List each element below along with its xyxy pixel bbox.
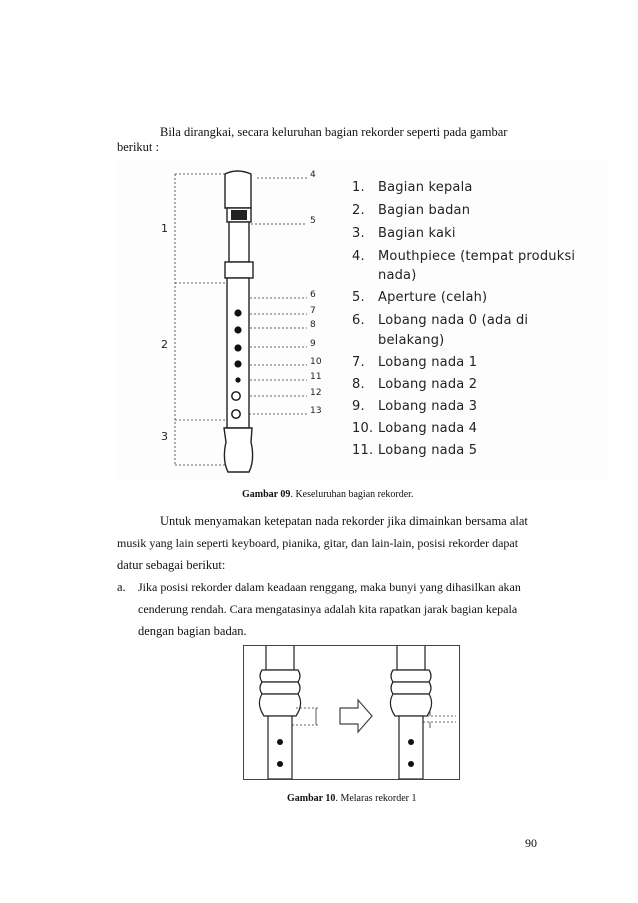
callout-12: 12	[310, 388, 322, 398]
legend-item: 3. Bagian kaki	[352, 226, 456, 241]
list-marker-a: a.	[117, 580, 126, 594]
figure-09-caption: Gambar 09. Keseluruhan bagian rekorder.	[242, 489, 414, 500]
callout-8: 8	[310, 320, 316, 330]
callout-10: 10	[310, 357, 322, 367]
callout-9: 9	[310, 339, 316, 349]
legend-item: 5. Aperture (celah)	[352, 290, 488, 305]
body-line-3: datur sebagai berikut:	[117, 558, 226, 572]
callout-4: 4	[310, 170, 316, 180]
legend-item: 1. Bagian kepala	[352, 180, 473, 195]
legend-item: 7. Lobang nada 1	[352, 355, 478, 370]
page-number: 90	[525, 836, 537, 850]
list-a-line-1: Jika posisi rekorder dalam keadaan renggang, maka bunyi yang dihasilkan akan	[138, 580, 521, 594]
body-line-1: Untuk menyamakan ketepatan nada rekorder jika dimainkan bersama alat	[160, 514, 528, 528]
intro-line-2: berikut :	[117, 140, 160, 154]
body-line-2: musik yang lain seperti keyboard, pianika, gitar, dan lain-lain, posisi rekorder dapat	[117, 536, 519, 550]
list-a-line-3: dengan bagian badan.	[138, 624, 247, 638]
legend-item: nada)	[378, 268, 417, 283]
tuning-diagram	[244, 646, 459, 779]
callout-11: 11	[310, 372, 322, 382]
legend-item: 9. Lobang nada 3	[352, 399, 478, 414]
legend-item: belakang)	[378, 333, 445, 348]
callout-5: 5	[310, 216, 316, 226]
callout-6: 6	[310, 290, 316, 300]
legend-item: 6. Lobang nada 0 (ada di	[352, 313, 529, 328]
legend-item: 4. Mouthpiece (tempat produksi	[352, 249, 576, 264]
callout-13: 13	[310, 406, 322, 416]
list-a-line-2: cenderung rendah. Cara mengatasinya adalah kita rapatkan jarak bagian kepala	[138, 602, 518, 616]
intro-line-1: Bila dirangkai, secara keluruhan bagian rekorder seperti pada gambar	[160, 125, 508, 139]
figure-10-caption: Gambar 10. Melaras rekorder 1	[287, 793, 417, 804]
legend-item: 10. Lobang nada 4	[352, 421, 478, 436]
section-label-3: 3	[161, 430, 169, 443]
legend-item: 2. Bagian badan	[352, 203, 471, 218]
section-label-1: 1	[161, 222, 169, 235]
callout-7: 7	[310, 306, 316, 316]
section-label-2: 2	[161, 338, 169, 351]
legend-item: 8. Lobang nada 2	[352, 377, 478, 392]
legend-item: 11. Lobang nada 5	[352, 443, 478, 458]
figure-10	[243, 645, 460, 780]
